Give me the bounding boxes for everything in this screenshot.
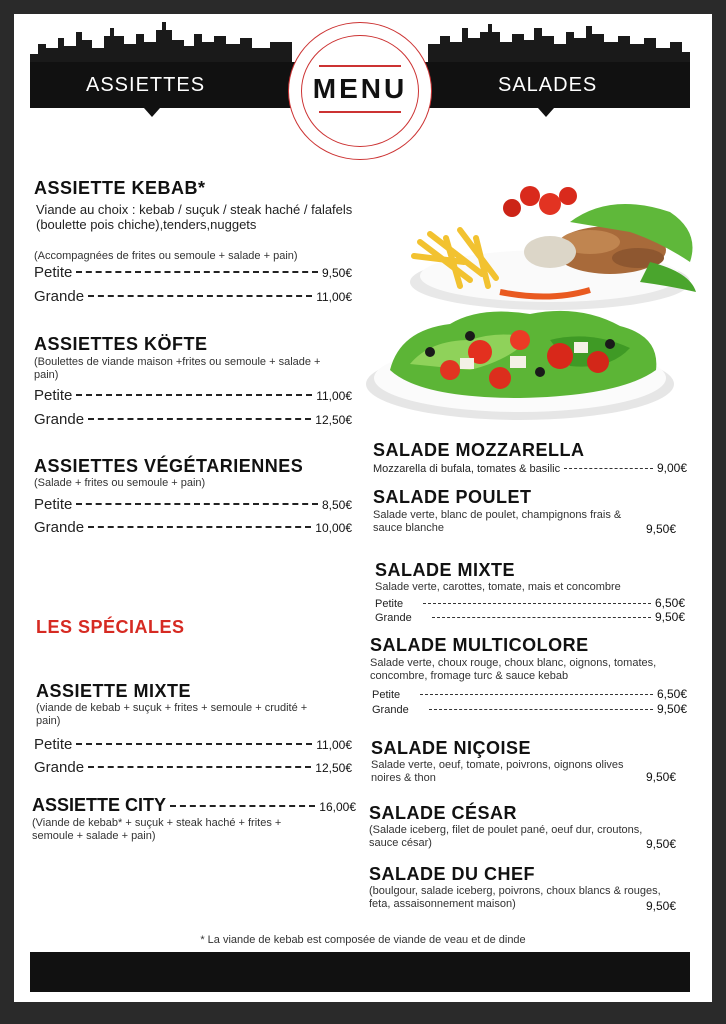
left-pointer	[144, 108, 160, 117]
mixte-petite-row: Petite 11,00€	[34, 736, 352, 753]
assiette-kebab-note: (Accompagnées de frites ou semoule + salade + pain)	[34, 250, 298, 262]
kebab-petite-row: Petite 9,50€	[34, 264, 352, 281]
salade-nicoise-desc: Salade verte, oeuf, tomate, poivrons, oignons olives noires & thon	[371, 759, 624, 784]
salade-mixte-desc: Salade verte, carottes, tomate, mais et concombre	[375, 581, 621, 593]
assiettes-heading: ASSIETTES	[86, 74, 206, 96]
salade-multicolore-title: SALADE MULTICOLORE	[370, 635, 589, 655]
salade-multicolore-grande-row: Grande 9,50€	[372, 702, 687, 716]
right-pointer	[538, 108, 554, 117]
salade-cesar-price: 9,50€	[646, 837, 677, 851]
assiettes-kofte-title: ASSIETTES KÖFTE	[34, 334, 208, 354]
salade-mozzarella-row: Mozzarella di bufala, tomates & basilic 9,00€	[373, 461, 687, 475]
kebab-grande-row: Grande 11,00€	[34, 288, 352, 305]
salade-mixte-grande-row: Grande 9,50€	[375, 610, 685, 624]
salades-heading: SALADES	[498, 74, 598, 96]
salade-multicolore-desc: Salade verte, choux rouge, choux blanc, oignons, tomates, concombre, fromage turc & sauce kebab	[370, 657, 657, 682]
kofte-grande-row: Grande 12,50€	[34, 411, 352, 428]
assiette-kebab-title: ASSIETTE KEBAB*	[34, 178, 206, 198]
menu-title: MENU	[312, 73, 408, 104]
salade-du-chef-desc: (boulgour, salade iceberg, poivrons, choux blancs & rouges, feta, assaisonnement maison)	[369, 885, 661, 910]
assiettes-vegetariennes-desc: (Salade + frites ou semoule + pain)	[34, 477, 206, 489]
les-speciales-heading: LES SPÉCIALES	[36, 617, 185, 637]
assiette-kebab-desc: Viande au choix : kebab / suçuk / steak haché / falafels (boulette pois chiche),tenders,nuggets	[36, 202, 353, 232]
assiette-city-desc: (Viande de kebab* + suçuk + steak haché + frites + semoule + salade + pain)	[32, 817, 282, 842]
salade-cesar-desc: (Salade iceberg, filet de poulet pané, oeuf dur, croutons, sauce césar)	[369, 824, 643, 849]
salade-cesar-title: SALADE CÉSAR	[369, 803, 518, 823]
assiette-mixte-title: ASSIETTE MIXTE	[36, 681, 192, 701]
assiette-city-row: ASSIETTE CITY 16,00€	[32, 795, 356, 815]
salade-poulet-title: SALADE POULET	[373, 487, 532, 507]
salade-nicoise-price: 9,50€	[646, 770, 677, 784]
salade-poulet-desc: Salade verte, blanc de poulet, champignons frais & sauce blanche	[373, 509, 622, 534]
salade-multicolore-petite-row: Petite 6,50€	[372, 687, 687, 701]
assiette-mixte-desc: (viande de kebab + suçuk + frites + semoule + crudité + pain)	[36, 702, 308, 727]
salade-mozzarella-title: SALADE MOZZARELLA	[373, 440, 585, 460]
salade-nicoise-title: SALADE NIÇOISE	[371, 738, 532, 758]
footnote: * La viande de kebab est composée de viande de veau et de dinde	[200, 934, 526, 946]
salade-poulet-price: 9,50€	[646, 522, 677, 536]
vege-petite-row: Petite 8,50€	[34, 496, 352, 513]
vege-grande-row: Grande 10,00€	[34, 519, 352, 536]
mixte-grande-row: Grande 12,50€	[34, 759, 352, 776]
salade-du-chef-price: 9,50€	[646, 899, 677, 913]
assiettes-kofte-desc: (Boulettes de viande maison +frites ou semoule + salade + pain)	[34, 356, 321, 381]
footer-bar	[30, 952, 690, 992]
kofte-petite-row: Petite 11,00€	[34, 387, 352, 404]
salad-plate-image	[360, 300, 680, 430]
salade-du-chef-title: SALADE DU CHEF	[369, 864, 536, 884]
assiette-city-title: ASSIETTE CITY	[32, 795, 167, 815]
menu-logo	[292, 26, 428, 156]
assiettes-vegetariennes-title: ASSIETTES VÉGÉTARIENNES	[34, 456, 304, 476]
salade-mixte-petite-row: Petite 6,50€	[375, 596, 685, 610]
salade-mixte-title: SALADE MIXTE	[375, 560, 516, 580]
